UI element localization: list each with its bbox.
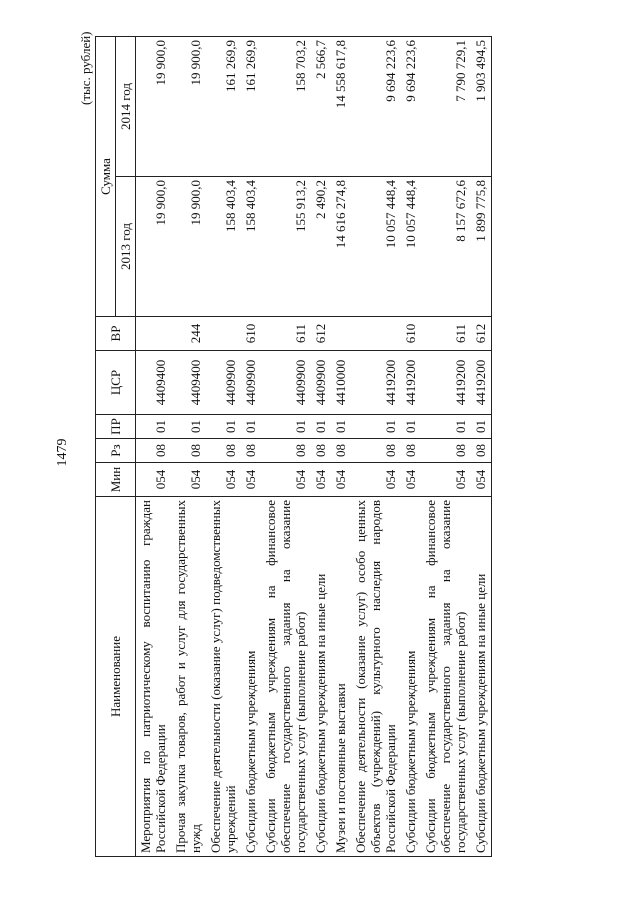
cell-min: 054 xyxy=(206,463,241,497)
cell-sum-2014: 2 566,7 xyxy=(311,37,331,177)
table-row xyxy=(241,37,261,857)
cell-pr: 01 xyxy=(136,415,172,439)
cell-sum-2013: 19 900,0 xyxy=(136,177,172,317)
cell-name: Субсидии бюджетным учреждениям на иные цели xyxy=(471,497,492,857)
cell-pr: 01 xyxy=(171,415,206,439)
cell-vr: 610 xyxy=(241,317,261,351)
cell-vr xyxy=(206,317,241,351)
cell-pr: 01 xyxy=(331,415,351,439)
cell-min: 054 xyxy=(351,463,401,497)
cell-name: Прочая закупка товаров, работ и услуг для государственных нужд xyxy=(171,497,206,857)
cell-rz: 08 xyxy=(401,439,421,463)
table-row xyxy=(331,37,351,857)
cell-sum-2014: 1 903 494,5 xyxy=(471,37,492,177)
cell-pr: 01 xyxy=(206,415,241,439)
cell-rz: 08 xyxy=(136,439,172,463)
cell-min: 054 xyxy=(331,463,351,497)
cell-name: Субсидии бюджетным учреждениям на финансовое обеспечение государственного задания на оказание государственных услуг (выполнение работ) xyxy=(261,497,311,857)
budget-table xyxy=(95,36,492,857)
cell-name: Субсидии бюджетным учреждениям на финансовое обеспечение государственного задания на оказание государственных услуг (выполнение работ) xyxy=(421,497,471,857)
table-row xyxy=(261,37,311,857)
cell-sum-2014: 158 703,2 xyxy=(261,37,311,177)
cell-min: 054 xyxy=(261,463,311,497)
cell-vr: 612 xyxy=(311,317,331,351)
cell-rz: 08 xyxy=(421,439,471,463)
cell-pr: 01 xyxy=(261,415,311,439)
cell-sum-2013: 155 913,2 xyxy=(261,177,311,317)
cell-sum-2014: 161 269,9 xyxy=(206,37,241,177)
cell-name: Субсидии бюджетным учреждениям xyxy=(241,497,261,857)
cell-min: 054 xyxy=(471,463,492,497)
cell-sum-2014: 19 900,0 xyxy=(171,37,206,177)
cell-pr: 01 xyxy=(401,415,421,439)
cell-rz: 08 xyxy=(171,439,206,463)
cell-csr: 4409900 xyxy=(311,351,331,415)
table-row xyxy=(471,37,492,857)
cell-pr: 01 xyxy=(241,415,261,439)
cell-vr: 611 xyxy=(261,317,311,351)
cell-rz: 08 xyxy=(331,439,351,463)
header-name: Наименование xyxy=(96,497,136,857)
cell-csr: 4409900 xyxy=(241,351,261,415)
cell-rz: 08 xyxy=(261,439,311,463)
cell-sum-2014: 14 558 617,8 xyxy=(331,37,351,177)
page-number: 1479 xyxy=(55,438,70,467)
cell-name: Субсидии бюджетным учреждениям на иные цели xyxy=(311,497,331,857)
cell-csr: 4409900 xyxy=(261,351,311,415)
table-row xyxy=(421,37,471,857)
cell-vr: 611 xyxy=(421,317,471,351)
cell-vr xyxy=(331,317,351,351)
table-row xyxy=(351,37,401,857)
cell-sum-2014: 9 694 223,6 xyxy=(351,37,401,177)
cell-csr: 4410000 xyxy=(331,351,351,415)
cell-sum-2013: 8 157 672,6 xyxy=(421,177,471,317)
units-label: (тыс. рублей) xyxy=(78,31,93,105)
cell-csr: 4409900 xyxy=(206,351,241,415)
cell-min: 054 xyxy=(136,463,172,497)
header-min: Мин xyxy=(96,463,136,497)
cell-vr: 612 xyxy=(471,317,492,351)
cell-pr: 01 xyxy=(421,415,471,439)
cell-name: Обеспечение деятельности (оказание услуг) особо ценных объектов (учреждений) культурного наследия народов Российской Федерации xyxy=(351,497,401,857)
cell-sum-2014: 9 694 223,6 xyxy=(401,37,421,177)
header-sum: Сумма xyxy=(96,37,116,317)
cell-rz: 08 xyxy=(311,439,331,463)
cell-csr: 4409400 xyxy=(171,351,206,415)
header-rz: Рз xyxy=(96,439,136,463)
cell-name: Музеи и постоянные выставки xyxy=(331,497,351,857)
cell-sum-2013: 2 490,2 xyxy=(311,177,331,317)
cell-min: 054 xyxy=(311,463,331,497)
cell-csr: 4419200 xyxy=(401,351,421,415)
cell-sum-2013: 158 403,4 xyxy=(206,177,241,317)
cell-csr: 4409400 xyxy=(136,351,172,415)
cell-rz: 08 xyxy=(351,439,401,463)
table-row xyxy=(171,37,206,857)
cell-sum-2013: 10 057 448,4 xyxy=(351,177,401,317)
cell-pr: 01 xyxy=(351,415,401,439)
cell-vr xyxy=(136,317,172,351)
cell-pr: 01 xyxy=(471,415,492,439)
cell-name: Обеспечение деятельности (оказание услуг) подведомственных учреждений xyxy=(206,497,241,857)
table-row xyxy=(206,37,241,857)
cell-pr: 01 xyxy=(311,415,331,439)
cell-sum-2013: 158 403,4 xyxy=(241,177,261,317)
cell-sum-2013: 14 616 274,8 xyxy=(331,177,351,317)
cell-rz: 08 xyxy=(241,439,261,463)
cell-name: Мероприятия по патриотическому воспитанию граждан Российской Федерации xyxy=(136,497,172,857)
cell-sum-2014: 7 790 729,1 xyxy=(421,37,471,177)
cell-csr: 4419200 xyxy=(421,351,471,415)
table-header xyxy=(96,37,136,857)
cell-vr: 610 xyxy=(401,317,421,351)
cell-sum-2013: 1 899 775,8 xyxy=(471,177,492,317)
table-row xyxy=(311,37,331,857)
cell-vr: 244 xyxy=(171,317,206,351)
table-row xyxy=(136,37,172,857)
cell-name: Субсидии бюджетным учреждениям xyxy=(401,497,421,857)
header-vr: ВР xyxy=(96,317,136,351)
cell-min: 054 xyxy=(421,463,471,497)
header-pr: ПР xyxy=(96,415,136,439)
cell-rz: 08 xyxy=(471,439,492,463)
cell-min: 054 xyxy=(401,463,421,497)
cell-rz: 08 xyxy=(206,439,241,463)
header-year-2014: 2014 год xyxy=(116,37,136,177)
table-row xyxy=(401,37,421,857)
cell-csr: 4419200 xyxy=(471,351,492,415)
cell-sum-2014: 161 269,9 xyxy=(241,37,261,177)
cell-sum-2013: 19 900,0 xyxy=(171,177,206,317)
header-year-2013: 2013 год xyxy=(116,177,136,317)
cell-sum-2013: 10 057 448,4 xyxy=(401,177,421,317)
table-body xyxy=(136,37,492,857)
header-csr: ЦСР xyxy=(96,351,136,415)
cell-sum-2014: 19 900,0 xyxy=(136,37,172,177)
cell-vr xyxy=(351,317,401,351)
cell-min: 054 xyxy=(241,463,261,497)
cell-min: 054 xyxy=(171,463,206,497)
cell-csr: 4419200 xyxy=(351,351,401,415)
